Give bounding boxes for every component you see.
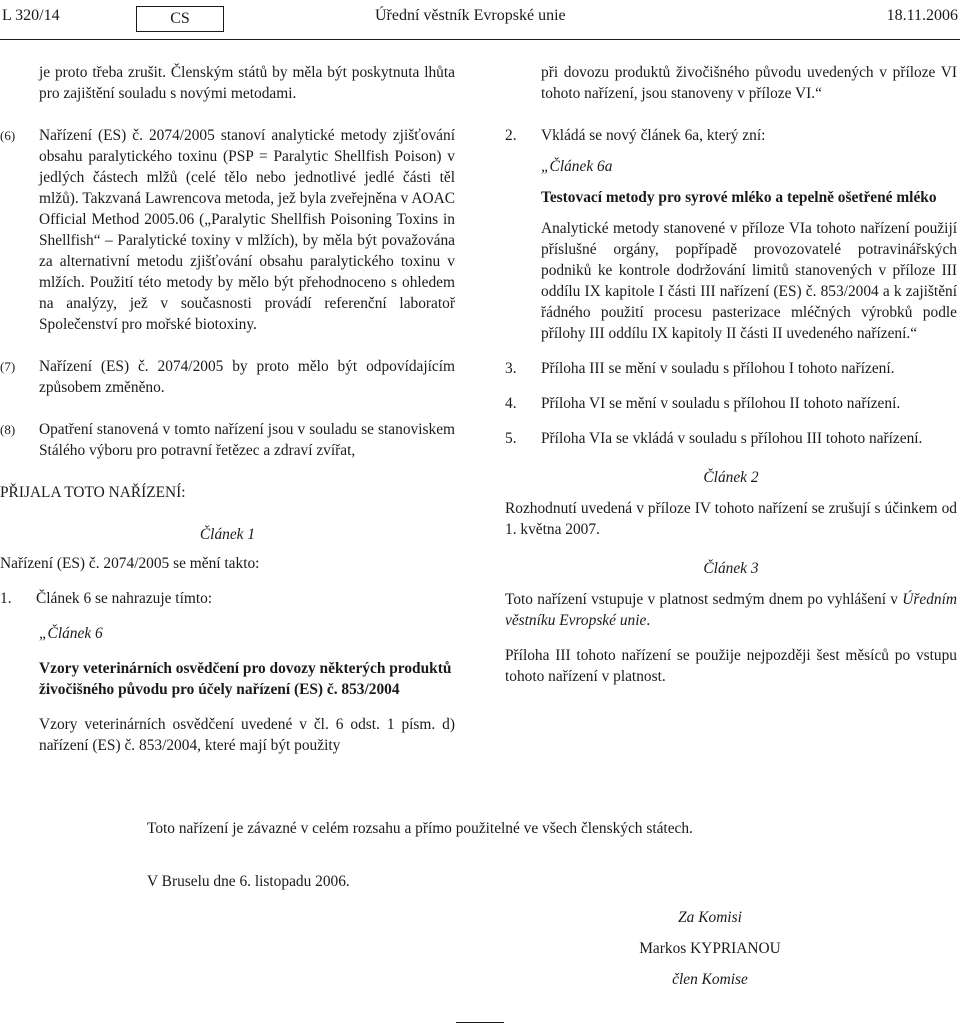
right-column xyxy=(505,62,957,687)
point-number: 4. xyxy=(505,395,517,412)
left-column xyxy=(0,62,455,756)
page-reference: L 320/14 xyxy=(2,7,60,24)
amendment-point-3 xyxy=(505,358,957,379)
point-number: 3. xyxy=(505,360,517,377)
language-badge: CS xyxy=(136,6,224,32)
article-6a-title: Testovací metody pro syrové mléko a tepelně ošetřené mléko xyxy=(541,189,937,206)
amendment-point-5 xyxy=(505,428,957,449)
article-3-text-end: . xyxy=(646,612,651,629)
article-3-heading: Článek 3 xyxy=(703,560,759,577)
journal-title: Úřední věstník Evropské unie xyxy=(375,7,566,24)
for-commission: Za Komisi xyxy=(678,909,742,926)
point-text: Příloha VIa se vkládá v souladu s přílohou III tohoto nařízení. xyxy=(541,430,923,447)
recital-8 xyxy=(0,419,455,461)
recital-text: Nařízení (ES) č. 2074/2005 stanoví analytické metody zjišťování obsahu paralytického toxinu (PSP = Paralytic Shellfish Poison) v jedlých částech mlžů (celé tělo nebo jednotlivé jedlé části těl mlžů). Takzvaná Lawrencova metoda, jež byla zveřejněna v AOAC Official Method 2005.06 („Paralytic Shellfish Poisoning Toxins in Shellfish“ – Paralytické toxiny v mlžích), by měla být považována za alternativní metodu zjišťování obsahu paralytického toxinu v mlžích. Použití této metody by mělo být přehodnoceno s ohledem na analýzy, jež v současnosti provádí referenční laboratoř Společenství pro mořské biotoxiny. xyxy=(39,127,455,333)
article-1-intro: Nařízení (ES) č. 2074/2005 se mění takto: xyxy=(0,555,260,572)
point-text: Příloha III se mění v souladu s přílohou I tohoto nařízení. xyxy=(541,360,895,377)
article-6-heading: „Článek 6 xyxy=(39,625,103,642)
recital-7 xyxy=(0,356,455,398)
article-2-heading: Článek 2 xyxy=(703,469,759,486)
point-text: Vkládá se nový článek 6a, který zní: xyxy=(541,127,766,144)
adoption-statement: PŘIJALA TOTO NAŘÍZENÍ: xyxy=(0,484,186,501)
binding-statement: Toto nařízení je závazné v celém rozsahu a přímo použitelné ve všech členských státech. xyxy=(147,820,693,837)
article-6a-text: Analytické metody stanovené v příloze VIa tohoto nařízení použijí příslušné orgány, popřípadě provozovatelé potravinářských podniků ke kontrole dodržování limitů stanovených v příloze III oddílu IX kapitole I části III nařízení (ES) č. 853/2004 a k zajištění řádného použití procesu pasterizace mléčných výrobků podle přílohy III oddílu IX kapitoly II části II uvedeného nařízení.“ xyxy=(541,220,957,342)
recital-number: (7) xyxy=(0,359,16,374)
quoted-article-6a xyxy=(505,156,957,344)
article-3-text-part: Toto nařízení vstupuje v platnost sedmým dnem po vyhlášení v xyxy=(505,591,903,608)
signatory-name: Markos KYPRIANOU xyxy=(639,940,781,957)
recital-number: (8) xyxy=(0,422,16,437)
point-text: Příloha VI se mění v souladu s přílohou II tohoto nařízení. xyxy=(541,395,901,412)
amendment-point-1 xyxy=(0,588,455,609)
journal-name-italic: Úředním věstníku Evropské unie xyxy=(505,591,957,629)
article-3-text xyxy=(505,589,957,631)
recital-text: Nařízení (ES) č. 2074/2005 by proto mělo být odpovídajícím způsobem změněno. xyxy=(39,358,455,396)
article-1-heading: Článek 1 xyxy=(199,526,256,543)
place-and-date: V Bruselu dne 6. listopadu 2006. xyxy=(147,873,350,890)
article-6-title: Vzory veterinárních osvědčení pro dovozy některých produktů živočišného původu pro účely nařízení (ES) č. 853/2004 xyxy=(39,660,452,698)
article-3-application: Příloha III tohoto nařízení se použije nejpozději šest měsíců po vstupu tohoto nařízení v platnost. xyxy=(505,647,957,685)
publication-date: 18.11.2006 xyxy=(886,7,958,24)
point-number: 5. xyxy=(505,430,517,447)
recital-5-continuation: je proto třeba zrušit. Členským států by měla být poskytnuta lhůta pro zajištění souladu s novými metodami. xyxy=(39,64,455,102)
article-6-text: Vzory veterinárních osvědčení uvedené v čl. 6 odst. 1 písm. d) nařízení (ES) č. 853/2004, které mají být použity xyxy=(39,716,455,754)
recital-number: (6) xyxy=(0,128,16,143)
article-6a-heading: „Článek 6a xyxy=(541,158,613,175)
article-6-continuation: při dovozu produktů živočišného původu uvedených v příloze VI tohoto nařízení, jsou stanoveny v příloze VI.“ xyxy=(541,64,957,102)
point-number: 2. xyxy=(505,127,517,144)
point-number: 1. xyxy=(0,590,12,607)
article-2-text: Rozhodnutí uvedená v příloze IV tohoto nařízení se zrušují s účinkem od 1. května 2007. xyxy=(505,500,957,538)
point-text: Článek 6 se nahrazuje tímto: xyxy=(36,590,213,607)
quoted-article-6 xyxy=(0,623,455,756)
amendment-point-4 xyxy=(505,393,957,414)
amendment-point-2 xyxy=(505,125,957,146)
header-divider xyxy=(0,39,960,40)
page-header xyxy=(0,5,960,29)
footnote-rule xyxy=(456,1022,504,1023)
recital-6 xyxy=(0,125,455,335)
recital-text: Opatření stanovená v tomto nařízení jsou v souladu se stanoviskem Stálého výboru pro potravní řetězec a zdraví zvířat, xyxy=(39,421,455,459)
signatory-role: člen Komise xyxy=(672,971,748,988)
